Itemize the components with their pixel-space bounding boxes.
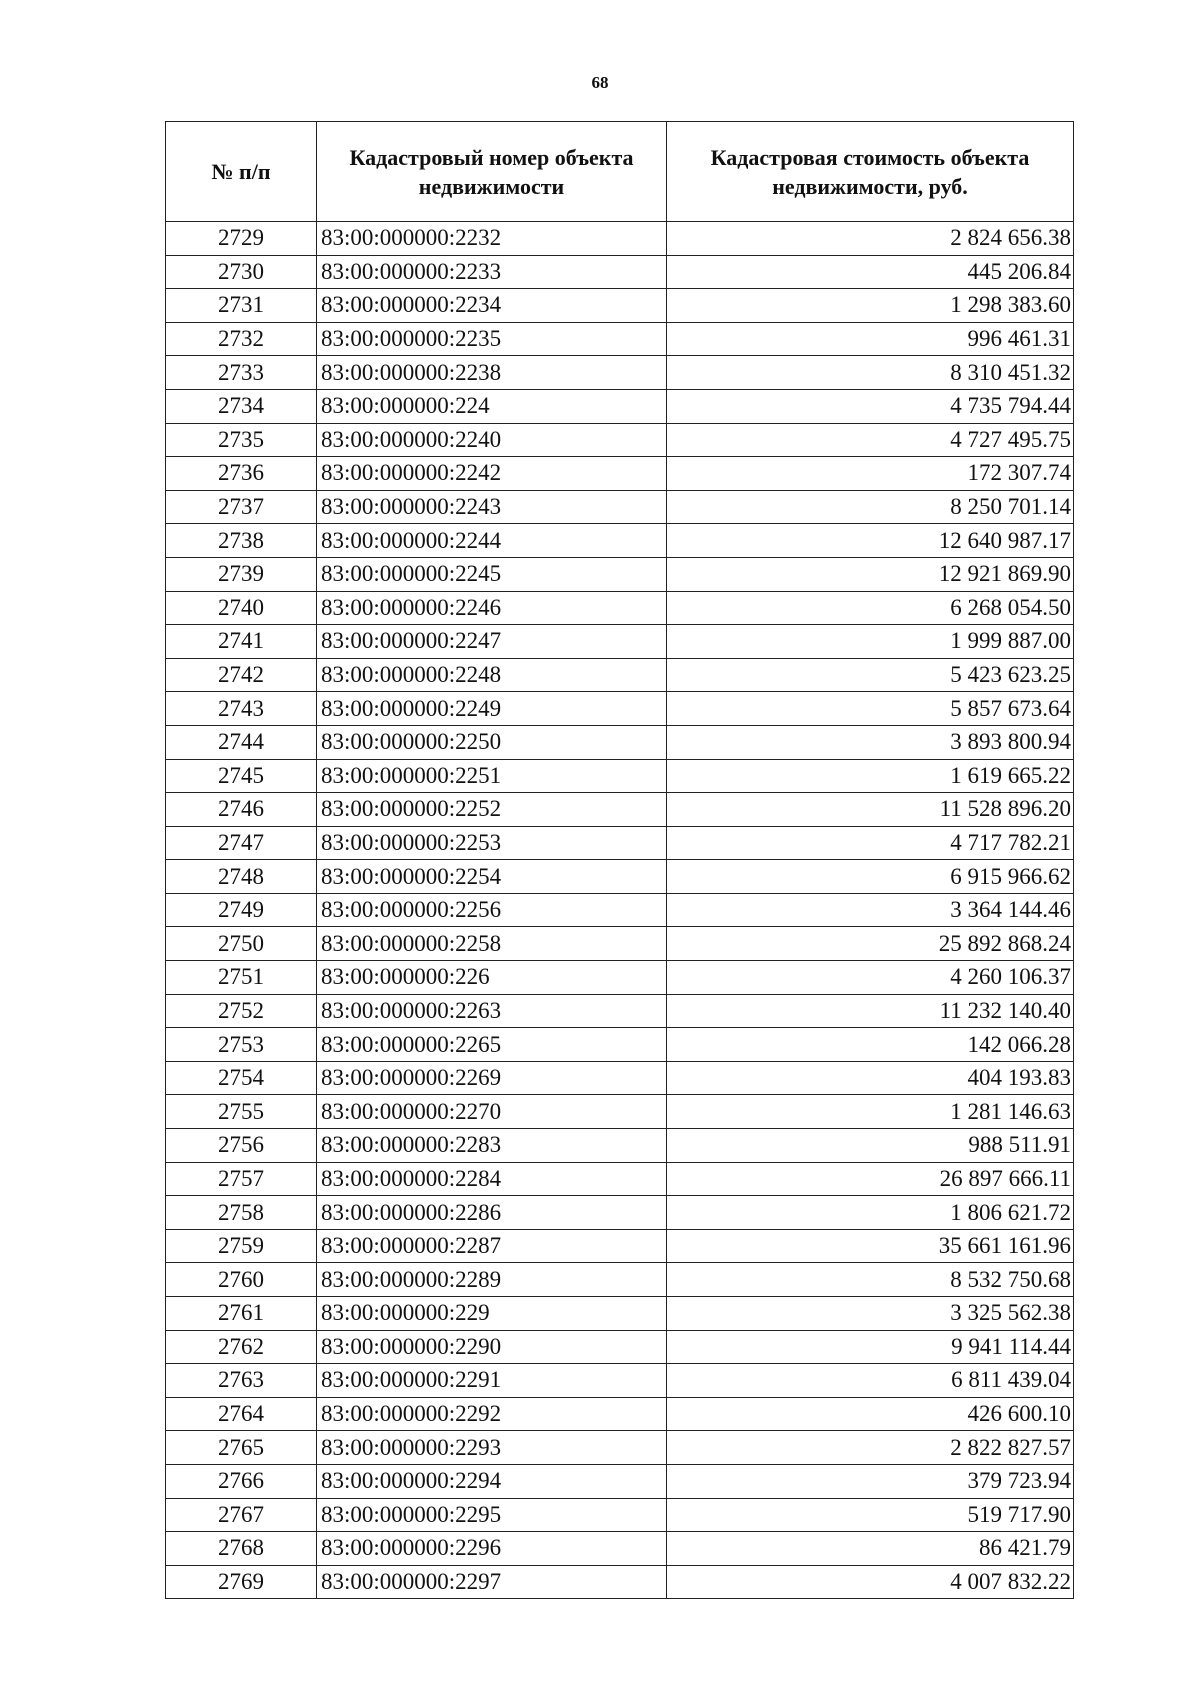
row-number-cell: 2730 — [166, 255, 317, 289]
table-body — [166, 222, 1074, 1599]
cadastral-number-cell: 83:00:000000:2258 — [317, 927, 667, 961]
table-row — [166, 1330, 1074, 1364]
table-row — [166, 725, 1074, 759]
table-row — [166, 423, 1074, 457]
cadastral-number-cell: 83:00:000000:2243 — [317, 490, 667, 524]
row-number-cell: 2761 — [166, 1297, 317, 1331]
row-number-cell: 2759 — [166, 1229, 317, 1263]
cadastral-number-cell: 83:00:000000:2253 — [317, 826, 667, 860]
cadastral-value-cell: 519 717.90 — [667, 1498, 1074, 1532]
cadastral-number-cell: 83:00:000000:2235 — [317, 322, 667, 356]
table-row — [166, 289, 1074, 323]
cadastral-number-cell: 83:00:000000:2296 — [317, 1532, 667, 1566]
cadastral-value-cell: 1 999 887.00 — [667, 625, 1074, 659]
cadastral-value-cell: 9 941 114.44 — [667, 1330, 1074, 1364]
row-number-cell: 2733 — [166, 356, 317, 390]
row-number-cell: 2740 — [166, 591, 317, 625]
cadastral-value-cell: 3 325 562.38 — [667, 1297, 1074, 1331]
table-row — [166, 860, 1074, 894]
table-row — [166, 1431, 1074, 1465]
cadastral-value-cell: 5 857 673.64 — [667, 692, 1074, 726]
table-row — [166, 759, 1074, 793]
cadastral-number-cell: 83:00:000000:2294 — [317, 1464, 667, 1498]
cadastral-number-cell: 83:00:000000:2248 — [317, 658, 667, 692]
table-row — [166, 524, 1074, 558]
row-number-cell: 2734 — [166, 389, 317, 423]
table-row — [166, 222, 1074, 256]
table-row — [166, 591, 1074, 625]
table-row — [166, 1028, 1074, 1062]
row-number-cell: 2758 — [166, 1196, 317, 1230]
cadastral-value-cell: 4 735 794.44 — [667, 389, 1074, 423]
cadastral-value-cell: 6 268 054.50 — [667, 591, 1074, 625]
table-row — [166, 961, 1074, 995]
cadastral-value-cell: 25 892 868.24 — [667, 927, 1074, 961]
row-number-cell: 2769 — [166, 1565, 317, 1599]
table-row — [166, 826, 1074, 860]
cadastral-value-cell: 6 811 439.04 — [667, 1364, 1074, 1398]
table-row — [166, 557, 1074, 591]
table-row — [166, 322, 1074, 356]
cadastral-value-cell: 3 893 800.94 — [667, 725, 1074, 759]
table-row — [166, 490, 1074, 524]
row-number-cell: 2738 — [166, 524, 317, 558]
cadastral-number-cell: 83:00:000000:2247 — [317, 625, 667, 659]
cadastral-value-cell: 426 600.10 — [667, 1397, 1074, 1431]
cadastral-number-cell: 83:00:000000:2297 — [317, 1565, 667, 1599]
row-number-cell: 2739 — [166, 557, 317, 591]
table-row — [166, 1297, 1074, 1331]
cadastral-value-cell: 172 307.74 — [667, 457, 1074, 491]
row-number-cell: 2762 — [166, 1330, 317, 1364]
table-row — [166, 1464, 1074, 1498]
cadastral-number-cell: 83:00:000000:2291 — [317, 1364, 667, 1398]
cadastral-number-cell: 83:00:000000:2270 — [317, 1095, 667, 1129]
cadastral-value-cell: 11 232 140.40 — [667, 994, 1074, 1028]
cadastral-number-cell: 83:00:000000:2240 — [317, 423, 667, 457]
cadastral-number-cell: 83:00:000000:2290 — [317, 1330, 667, 1364]
row-number-cell: 2753 — [166, 1028, 317, 1062]
cadastral-value-cell: 5 423 623.25 — [667, 658, 1074, 692]
cadastral-value-cell: 1 619 665.22 — [667, 759, 1074, 793]
cadastral-number-cell: 83:00:000000:2293 — [317, 1431, 667, 1465]
cadastral-value-cell: 1 298 383.60 — [667, 289, 1074, 323]
cadastral-value-cell: 3 364 144.46 — [667, 893, 1074, 927]
cadastral-number-cell: 83:00:000000:2256 — [317, 893, 667, 927]
cadastral-value-cell: 988 511.91 — [667, 1129, 1074, 1163]
cadastral-value-cell: 4 260 106.37 — [667, 961, 1074, 995]
row-number-cell: 2747 — [166, 826, 317, 860]
row-number-cell: 2750 — [166, 927, 317, 961]
table-row — [166, 1129, 1074, 1163]
cadastral-number-cell: 83:00:000000:2252 — [317, 793, 667, 827]
cadastral-number-cell: 83:00:000000:2234 — [317, 289, 667, 323]
cadastral-number-cell: 83:00:000000:2246 — [317, 591, 667, 625]
cadastral-value-cell: 4 717 782.21 — [667, 826, 1074, 860]
cadastral-value-cell: 1 806 621.72 — [667, 1196, 1074, 1230]
table-row — [166, 1229, 1074, 1263]
cadastral-value-table — [165, 121, 1074, 1599]
cadastral-number-cell: 83:00:000000:2242 — [317, 457, 667, 491]
cadastral-number-cell: 83:00:000000:2254 — [317, 860, 667, 894]
cadastral-number-cell: 83:00:000000:2284 — [317, 1162, 667, 1196]
cadastral-value-cell: 379 723.94 — [667, 1464, 1074, 1498]
table-header-row — [166, 122, 1074, 222]
row-number-cell: 2744 — [166, 725, 317, 759]
table-row — [166, 692, 1074, 726]
cadastral-value-cell: 142 066.28 — [667, 1028, 1074, 1062]
row-number-cell: 2741 — [166, 625, 317, 659]
cadastral-value-cell: 2 822 827.57 — [667, 1431, 1074, 1465]
cadastral-number-cell: 83:00:000000:2263 — [317, 994, 667, 1028]
table-row — [166, 1397, 1074, 1431]
cadastral-value-cell: 35 661 161.96 — [667, 1229, 1074, 1263]
cadastral-value-cell: 996 461.31 — [667, 322, 1074, 356]
cadastral-value-cell: 404 193.83 — [667, 1061, 1074, 1095]
table-row — [166, 1498, 1074, 1532]
cadastral-number-cell: 83:00:000000:2295 — [317, 1498, 667, 1532]
cadastral-number-cell: 83:00:000000:2251 — [317, 759, 667, 793]
cadastral-number-cell: 83:00:000000:224 — [317, 389, 667, 423]
cadastral-value-cell: 6 915 966.62 — [667, 860, 1074, 894]
table-row — [166, 927, 1074, 961]
table-row — [166, 356, 1074, 390]
cadastral-value-cell: 2 824 656.38 — [667, 222, 1074, 256]
row-number-cell: 2751 — [166, 961, 317, 995]
row-number-cell: 2757 — [166, 1162, 317, 1196]
cadastral-value-cell: 11 528 896.20 — [667, 793, 1074, 827]
page-number: 68 — [591, 73, 609, 92]
header-cadastral-value: Кадастровая стоимость объекта недвижимости, руб. — [667, 122, 1074, 222]
row-number-cell: 2764 — [166, 1397, 317, 1431]
cadastral-number-cell: 83:00:000000:2245 — [317, 557, 667, 591]
table-row — [166, 793, 1074, 827]
row-number-cell: 2760 — [166, 1263, 317, 1297]
row-number-cell: 2729 — [166, 222, 317, 256]
header-row-number: № п/п — [166, 122, 317, 222]
cadastral-number-cell: 83:00:000000:229 — [317, 1297, 667, 1331]
cadastral-value-cell: 12 921 869.90 — [667, 557, 1074, 591]
cadastral-number-cell: 83:00:000000:226 — [317, 961, 667, 995]
row-number-cell: 2763 — [166, 1364, 317, 1398]
cadastral-value-cell: 8 310 451.32 — [667, 356, 1074, 390]
cadastral-value-cell: 8 250 701.14 — [667, 490, 1074, 524]
table-row — [166, 625, 1074, 659]
cadastral-value-cell: 8 532 750.68 — [667, 1263, 1074, 1297]
table-row — [166, 457, 1074, 491]
table-row — [166, 255, 1074, 289]
table-row — [166, 1061, 1074, 1095]
table-row — [166, 1095, 1074, 1129]
cadastral-number-cell: 83:00:000000:2233 — [317, 255, 667, 289]
table-row — [166, 1565, 1074, 1599]
row-number-cell: 2755 — [166, 1095, 317, 1129]
row-number-cell: 2765 — [166, 1431, 317, 1465]
cadastral-value-cell: 26 897 666.11 — [667, 1162, 1074, 1196]
cadastral-number-cell: 83:00:000000:2249 — [317, 692, 667, 726]
row-number-cell: 2749 — [166, 893, 317, 927]
row-number-cell: 2746 — [166, 793, 317, 827]
cadastral-number-cell: 83:00:000000:2287 — [317, 1229, 667, 1263]
row-number-cell: 2754 — [166, 1061, 317, 1095]
row-number-cell: 2766 — [166, 1464, 317, 1498]
row-number-cell: 2745 — [166, 759, 317, 793]
row-number-cell: 2737 — [166, 490, 317, 524]
row-number-cell: 2742 — [166, 658, 317, 692]
table-row — [166, 658, 1074, 692]
cadastral-value-cell: 86 421.79 — [667, 1532, 1074, 1566]
table-row — [166, 1532, 1074, 1566]
row-number-cell: 2752 — [166, 994, 317, 1028]
row-number-cell: 2735 — [166, 423, 317, 457]
row-number-cell: 2732 — [166, 322, 317, 356]
cadastral-value-cell: 4 727 495.75 — [667, 423, 1074, 457]
header-cadastral-number: Кадастровый номер объекта недвижимости — [317, 122, 667, 222]
cadastral-number-cell: 83:00:000000:2244 — [317, 524, 667, 558]
cadastral-number-cell: 83:00:000000:2265 — [317, 1028, 667, 1062]
table-row — [166, 893, 1074, 927]
cadastral-value-cell: 445 206.84 — [667, 255, 1074, 289]
row-number-cell: 2736 — [166, 457, 317, 491]
row-number-cell: 2743 — [166, 692, 317, 726]
cadastral-number-cell: 83:00:000000:2238 — [317, 356, 667, 390]
cadastral-number-cell: 83:00:000000:2292 — [317, 1397, 667, 1431]
cadastral-value-cell: 12 640 987.17 — [667, 524, 1074, 558]
row-number-cell: 2731 — [166, 289, 317, 323]
table-row — [166, 1162, 1074, 1196]
cadastral-number-cell: 83:00:000000:2283 — [317, 1129, 667, 1163]
cadastral-number-cell: 83:00:000000:2250 — [317, 725, 667, 759]
row-number-cell: 2767 — [166, 1498, 317, 1532]
cadastral-number-cell: 83:00:000000:2289 — [317, 1263, 667, 1297]
cadastral-number-cell: 83:00:000000:2269 — [317, 1061, 667, 1095]
table-row — [166, 1364, 1074, 1398]
cadastral-number-cell: 83:00:000000:2286 — [317, 1196, 667, 1230]
row-number-cell: 2748 — [166, 860, 317, 894]
cadastral-value-cell: 1 281 146.63 — [667, 1095, 1074, 1129]
table-row — [166, 1196, 1074, 1230]
table-row — [166, 389, 1074, 423]
cadastral-number-cell: 83:00:000000:2232 — [317, 222, 667, 256]
table-row — [166, 994, 1074, 1028]
row-number-cell: 2756 — [166, 1129, 317, 1163]
row-number-cell: 2768 — [166, 1532, 317, 1566]
table-row — [166, 1263, 1074, 1297]
cadastral-value-cell: 4 007 832.22 — [667, 1565, 1074, 1599]
